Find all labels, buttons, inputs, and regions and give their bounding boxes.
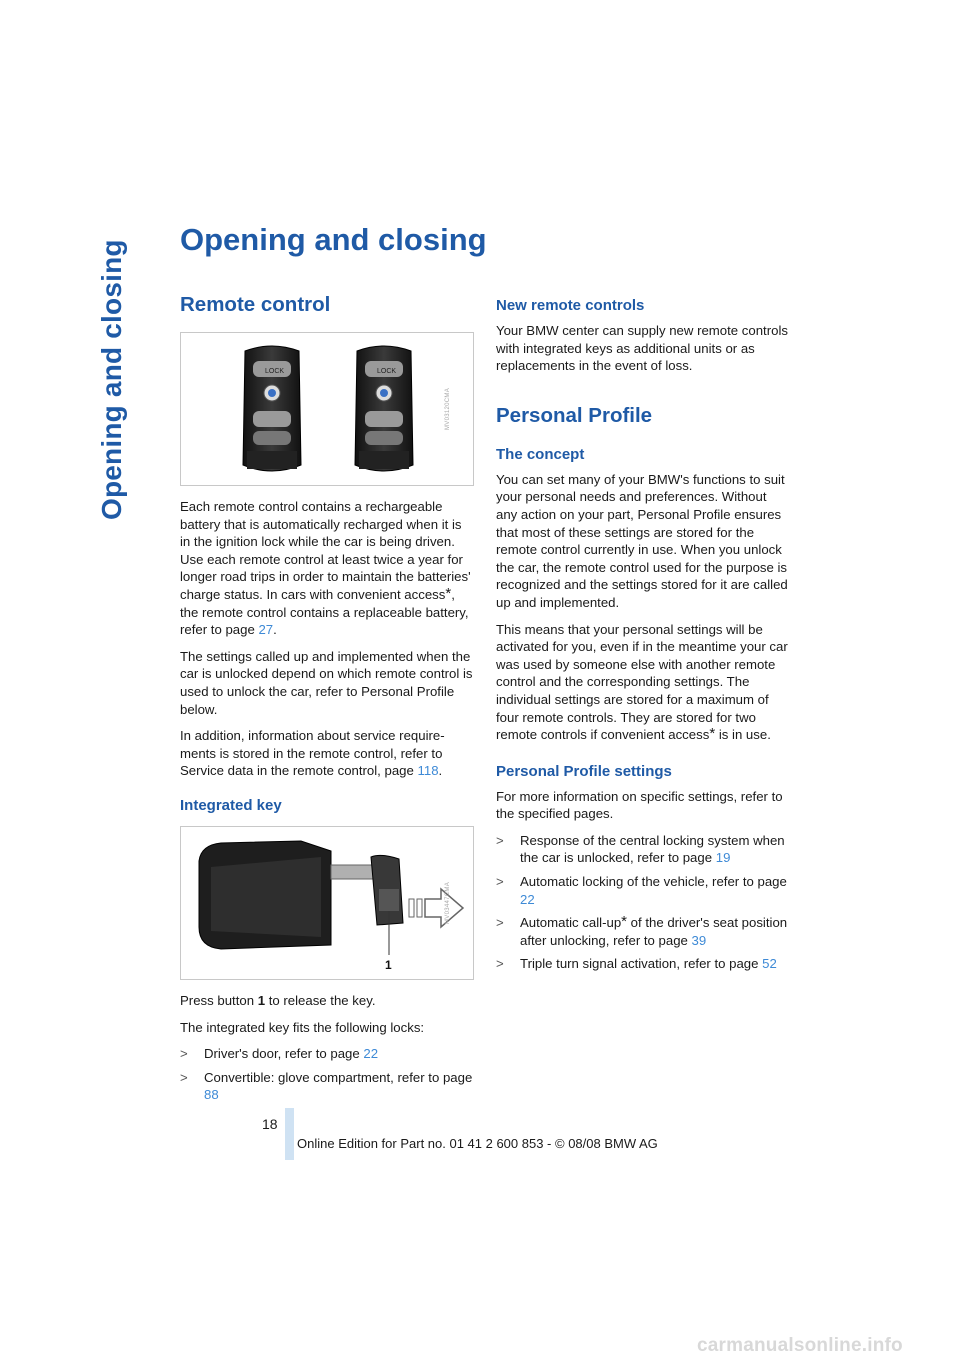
remote-fob-right: [355, 346, 413, 471]
paragraph-concept-1: You can set many of your BMW's functions to suit your personal needs and preferences. Without any action on your part, Personal Profile ensures that most of these settings are stored for the remote control currently in use. When you unlock the car, the remote control used for the purpose is recognized and the settings stored for it are called up and implemented.: [496, 471, 788, 610]
page-link[interactable]: 22: [363, 1046, 379, 1062]
heading-remote-control: Remote control: [180, 293, 331, 316]
page-link[interactable]: 52: [762, 956, 777, 972]
remote-fob-left: [243, 346, 301, 471]
page-link[interactable]: 88: [204, 1087, 219, 1103]
page-link[interactable]: 27: [258, 622, 274, 638]
list-item: > Automatic locking of the vehicle, refer to page 22: [496, 874, 787, 907]
paragraph-settings-intro: For more information on specific settings, refer to the specified pages.: [496, 788, 783, 822]
locks-list: [180, 1045, 474, 1104]
page-link[interactable]: 39: [691, 932, 707, 948]
remote-control-figure: [180, 332, 474, 486]
page-link[interactable]: 118: [417, 763, 439, 779]
integrated-key-figure: [180, 826, 474, 980]
svg-text:LOCK: LOCK: [265, 368, 285, 375]
list-item: > Response of the central locking system when the car is unlocked, refer to page 19: [496, 832, 785, 866]
page-title: Opening and closing: [180, 222, 487, 257]
paragraph-battery: Each remote control contains a rechargeable battery that is automatically recharged when it is in the ignition lock while the car is being driven. Use each remote control at least twice a year for longer road trips in order to maintain the batteries' charge status. In cars with convenient access*, the remote control contains a replaceable battery, refer to page 27.: [180, 499, 471, 638]
paragraph-press-button: Press button 1 to release the key.: [180, 992, 376, 1008]
heading-personal-profile: Personal Profile: [496, 403, 653, 427]
right-column: [496, 296, 790, 982]
figure-code: MV03120CMA: [445, 387, 452, 431]
side-chapter-tab: Opening and closing: [96, 239, 127, 520]
watermark: carmanualsonline.info: [697, 1335, 903, 1356]
heading-the-concept: The concept: [496, 445, 585, 463]
list-item: > Triple turn signal activation, refer to page 52: [496, 956, 777, 972]
paragraph-service: In addition, information about service requirements is stored in the remote control, refer to Service data in the remote control, page 118.: [180, 728, 445, 779]
footer-bar: [285, 1108, 294, 1160]
settings-list: [496, 832, 790, 973]
heading-integrated-key: Integrated key: [180, 796, 282, 814]
figure-code: MV03447CMA: [445, 881, 452, 924]
asterisk-icon: *: [709, 725, 716, 743]
page-link[interactable]: 22: [520, 891, 535, 907]
page-number: 18: [262, 1116, 278, 1132]
integrated-key-illustration: [181, 827, 473, 979]
footer-edition-text: Online Edition for Part no. 01 41 2 600 853 - © 08/08 BMW AG: [297, 1136, 658, 1151]
left-column: [180, 292, 474, 1113]
list-item: > Driver's door, refer to page 22: [180, 1046, 379, 1062]
remote-control-illustration: [181, 333, 473, 485]
paragraph-concept-2: This means that your personal settings will be activated for you, even if in the meantime your car was used by someone else with another remote control and the corresponding settings. The individual settings are stored for a maximum of four remote controls. They are stored for two remote controls if convenient access* is in use.: [496, 621, 788, 743]
paragraph-new-remote: Your BMW center can supply new remote controls with integrated keys as additional units or as replacements in the event of loss.: [496, 323, 788, 374]
asterisk-icon: *: [621, 913, 627, 931]
figure-label: 1: [385, 957, 392, 972]
paragraph-settings: The settings called up and implemented when the car is unlocked depend on which remote control is used to unlock the car, refer to Personal Profile below.: [180, 648, 473, 717]
list-item: > Convertible: glove compartment, refer to page 88: [180, 1069, 473, 1103]
svg-text:LOCK: LOCK: [377, 368, 397, 375]
heading-profile-settings: Personal Profile settings: [496, 762, 672, 780]
list-item: > Automatic call-up* of the driver's seat position after unlocking, refer to page 39: [496, 913, 788, 948]
heading-new-remote-controls: New remote controls: [496, 297, 645, 314]
asterisk-icon: *: [445, 584, 452, 602]
page-link[interactable]: 19: [715, 850, 731, 866]
paragraph-locks: The integrated key fits the following locks:: [180, 1019, 425, 1035]
